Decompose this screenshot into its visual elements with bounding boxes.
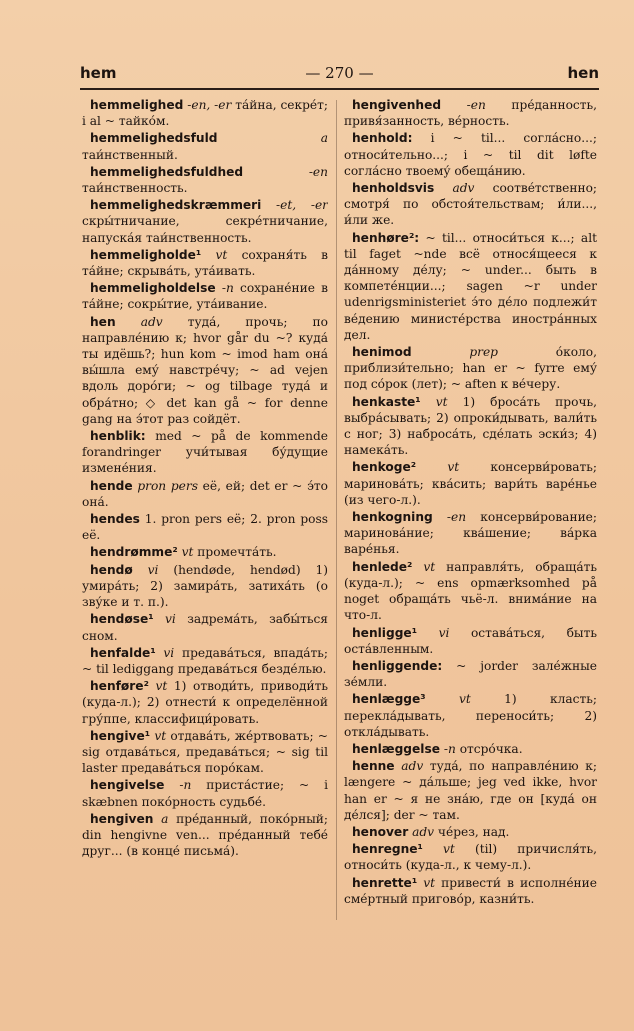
entry-headword: henkogning [352, 510, 433, 525]
entry-headword: hendrømme² [90, 545, 178, 560]
entry-definition: сохране́ние в та́йне; сокры́тие, ута́ивание. [82, 281, 328, 312]
dictionary-entry [82, 645, 328, 677]
entry-headword: henrette¹ [352, 875, 418, 890]
entry-headword: hemmelighed [90, 98, 184, 112]
entry-grammar: vt [155, 679, 168, 694]
right-running-headword: hen [567, 64, 599, 82]
dictionary-entry [344, 841, 597, 873]
entry-definition: о́коло, приблизи́тельно; han er ~ fyrre ему́ под со́рок (лет); ~ aften к ве́черу. [344, 345, 597, 392]
entry-headword: hendes [90, 512, 140, 527]
dictionary-entry [82, 678, 328, 727]
entry-grammar: -en [446, 510, 467, 525]
entry-grammar: a [161, 811, 169, 826]
entry-grammar: vt [423, 875, 436, 890]
entry-grammar: vi [163, 645, 175, 660]
dictionary-entry [82, 197, 328, 246]
entry-grammar: adv [452, 181, 475, 196]
entry-definition: скры́тничание, секре́тничание, напуска́я таи́нственность. [82, 214, 328, 245]
entry-headword: hengivelse [90, 778, 165, 793]
entry-headword: hendø [90, 562, 133, 577]
entry-grammar: vt [215, 247, 228, 262]
entry-definition: её, ей; det er ~ э́то она́. [82, 478, 328, 509]
entry-headword: henover [352, 824, 409, 839]
entry-definition: пре́данность, привя́занность, ве́рность. [344, 98, 597, 129]
entry-headword: henlede² [352, 559, 413, 574]
dictionary-entry [344, 180, 597, 229]
entry-definition: остава́ться, быть оста́вленным. [344, 625, 597, 656]
entry-headword: henligge¹ [352, 625, 418, 640]
entry-grammar: -et, -er [276, 198, 328, 213]
entry-grammar: -n [221, 281, 234, 296]
dictionary-entry [344, 758, 597, 823]
column-divider [336, 100, 337, 920]
entry-definition: отдава́ть, же́ртвовать; ~ sig отдава́ться, предава́ться; ~ sig til laster предава́ться поро́кам. [82, 728, 328, 776]
dictionary-entry [344, 459, 597, 508]
entry-headword: henliggende: [352, 658, 443, 673]
dictionary-entry [82, 611, 328, 643]
entry-grammar: adv [401, 759, 424, 774]
entry-headword: hen [90, 314, 116, 329]
dictionary-entry [344, 230, 597, 343]
entry-grammar: adv [412, 824, 435, 839]
entry-definition: задрема́ть, забы́ться сном. [82, 612, 328, 643]
entry-headword: henlægge³ [352, 692, 426, 707]
entry-grammar: vt [423, 559, 436, 574]
dictionary-entry [344, 130, 597, 179]
entry-grammar: vt [154, 728, 167, 743]
dictionary-entry [344, 344, 597, 393]
entry-headword: hemmeligholde¹ [90, 247, 202, 262]
entry-grammar: -en, -er [187, 98, 232, 112]
entry-definition: пре́данный, поко́рный; din hengivne ven... пре́данный тебе́ друг... (в конце́ письма́). [82, 811, 328, 859]
entry-definition: таи́нственность. [82, 181, 188, 196]
entry-grammar: vi [147, 562, 159, 577]
entry-grammar: pron pers [137, 478, 198, 493]
entry-headword: hemmelighedsfuld [90, 131, 218, 146]
dictionary-entry [344, 559, 597, 624]
entry-definition: та́йна, секре́т; i al ~ тайко́м. [82, 98, 328, 129]
entry-definition: предава́ться, впада́ть; ~ til lediggang предава́ться безде́лью. [82, 645, 328, 676]
entry-grammar: vt [447, 460, 460, 475]
dictionary-entry [82, 544, 328, 560]
entry-definition: направля́ть, обраща́ть (куда-л.); ~ ens opmærksomhed på noget обраща́ть чьё-л. внима́ние на что-л. [344, 559, 597, 623]
entry-definition: привести́ в исполне́ние сме́ртный пригово́р, казни́ть. [344, 875, 597, 906]
entry-definition: соотве́тственно; смотря́ по обстоя́тельствам; и́ли..., и́ли же. [344, 181, 597, 228]
right-column [344, 97, 597, 937]
entry-grammar: -en [466, 98, 486, 112]
entry-headword: henkoge² [352, 460, 417, 475]
entry-definition: ~ jorder зале́жные зе́мли. [344, 658, 597, 690]
entry-definition: че́рез, над. [434, 824, 510, 839]
dictionary-entry [344, 824, 597, 840]
dictionary-entry [82, 511, 328, 543]
entry-headword: hemmeligholdelse [90, 281, 216, 296]
entry-definition: консерви́рование; маринова́ние; ква́шение; ва́рка варе́нья. [344, 510, 597, 557]
entry-definition: приста́стие; ~ i skæbnen поко́рность судьбе́. [82, 778, 328, 809]
entry-grammar: vi [165, 612, 176, 627]
dictionary-entry [82, 562, 328, 611]
entry-headword: hengive¹ [90, 728, 151, 743]
entry-definition: med ~ på de kommende forandringer учи́тывая бу́дущие измене́ния. [82, 429, 328, 476]
dictionary-entry [344, 691, 597, 740]
page-number: — 270 — [305, 64, 374, 82]
entry-grammar: prep [469, 345, 498, 360]
entry-headword: henhold: [352, 131, 413, 146]
entry-headword: henlæggelse [352, 741, 440, 756]
entry-grammar: vt [443, 842, 455, 857]
entry-headword: hemmelighedsfuldhed [90, 164, 244, 179]
entry-definition: 1) класть; перекла́дывать, переноси́ть; 2) откла́дывать. [344, 692, 597, 739]
dictionary-entry [82, 97, 328, 129]
entry-definition: туда́, по направле́нию к; længere ~ да́льше; jeg ved ikke, hvor han er ~ я не зна́ю, где он [куда́ он де́лся]; der ~ там. [344, 759, 597, 822]
entry-headword: hendøse¹ [90, 612, 154, 627]
entry-grammar: adv [140, 314, 163, 329]
entry-headword: henføre² [90, 679, 149, 694]
entry-definition: (til) причисля́ть, относи́ть (куда-л., к чему-л.). [344, 842, 597, 873]
page-header [80, 64, 599, 86]
entry-headword: henholdsvis [352, 181, 435, 196]
entry-definition: туда́, прочь; по направле́нию к; hvor går du ~? куда́ ты идёшь?; hun kom ~ imod ham она́ вы́шла ему́ навстре́чу; ~ ad vejen вдоль доро́ги; ~ og tilbage туда́ и обра́тно; ◇ det kan gå ~ for denne gang на э́тот раз сойдёт. [82, 314, 328, 426]
entry-headword: henne [352, 759, 395, 774]
dictionary-entry [82, 314, 328, 427]
dictionary-entry [344, 625, 597, 657]
dictionary-entry [344, 741, 597, 757]
entry-headword: hengivenhed [352, 98, 442, 112]
entry-headword: henkaste¹ [352, 394, 421, 409]
entry-grammar: vt [459, 692, 471, 707]
entry-grammar: vt [435, 394, 448, 409]
left-running-headword: hem [80, 64, 117, 82]
entry-definition: 1) броса́ть прочь, выбра́сывать; 2) опроки́дывать, вали́ть с ног; 3) наброса́ть, сде́лать эски́з; 4) намека́ть. [344, 394, 597, 458]
dictionary-entry [344, 394, 597, 459]
entry-grammar: -n [443, 741, 456, 756]
dictionary-entry [82, 428, 328, 477]
dictionary-entry [82, 728, 328, 777]
entry-headword: henimod [352, 345, 412, 360]
entry-definition: промечта́ть. [193, 545, 277, 560]
entry-headword: henregne¹ [352, 842, 423, 857]
entry-definition: 1. pron pers её; 2. pron poss её. [82, 512, 328, 543]
dictionary-entry [82, 247, 328, 279]
dictionary-entry [82, 478, 328, 510]
entry-headword: hende [90, 478, 133, 493]
entry-headword: henfalde¹ [90, 645, 156, 660]
dictionary-entry [82, 280, 328, 312]
entry-headword: hengiven [90, 811, 154, 826]
entry-definition: i ~ til... согла́сно...; относи́тельно...; i ~ til dit løfte согла́сно твоему́ обеща́нию. [344, 131, 597, 178]
header-rule [80, 88, 599, 90]
dictionary-entry [344, 658, 597, 690]
entry-headword: henhøre²: [352, 230, 420, 245]
entry-grammar: -en [308, 164, 328, 179]
dictionary-entry [82, 164, 328, 196]
dictionary-entry [82, 130, 328, 162]
entry-definition: отсро́чка. [455, 741, 523, 756]
entry-grammar: vt [181, 545, 194, 560]
entry-definition: ~ til... относи́ться к...; alt til faget ~nde всё относя́щееся к да́нному де́лу; ~ under... быть в компете́нции...; sagen ~r under udenrigsministeriet э́то де́ло подлежи́т ве́дению министе́рства иностра́нных дел. [344, 230, 597, 342]
dictionary-entry [82, 811, 328, 860]
entry-definition: таи́нственный. [82, 147, 178, 162]
dictionary-entry [344, 97, 597, 129]
entry-grammar: vi [438, 625, 450, 640]
dictionary-entry [344, 875, 597, 907]
dictionary-entry [82, 777, 328, 809]
dictionary-entry [344, 509, 597, 558]
entry-headword: henblik: [90, 429, 146, 444]
entry-definition: (hendøde, hendød) 1) умира́ть; 2) замира́ть, затиха́ть (о зву́ке и т. п.). [82, 562, 328, 610]
entry-definition: консерви́ровать; маринова́ть; ква́сить; вари́ть варе́нье (из чего-л.). [344, 460, 597, 507]
entry-definition: сохраня́ть в та́йне; скрыва́ть, ута́ивать. [82, 247, 328, 279]
entry-grammar: a [320, 131, 328, 146]
entry-definition: 1) отводи́ть, приводи́ть (куда-л.); 2) отнести́ к определённой гру́ппе, классифици́ровать. [82, 679, 328, 726]
left-column [82, 97, 328, 937]
entry-grammar: -n [179, 778, 192, 793]
entry-headword: hemmelighedskræmmeri [90, 198, 262, 213]
